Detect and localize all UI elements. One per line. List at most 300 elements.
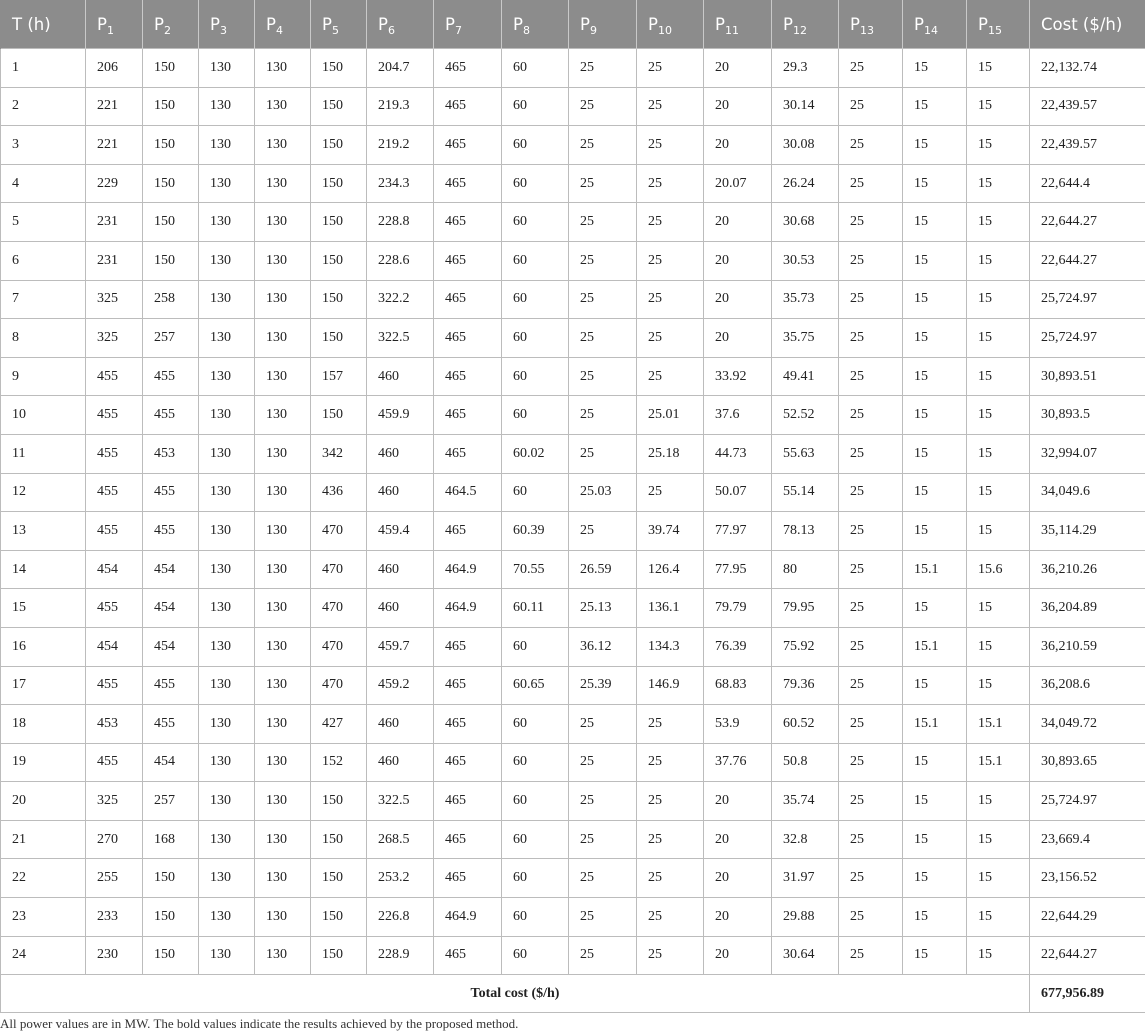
power-cell: 30.68: [772, 203, 839, 242]
power-cell: 25: [839, 898, 903, 937]
power-cell: 25: [839, 936, 903, 975]
power-cell: 130: [199, 550, 255, 589]
power-cell: 204.7: [367, 49, 434, 88]
power-cell: 25: [839, 203, 903, 242]
power-cell: 15: [967, 473, 1030, 512]
power-cell: 55.63: [772, 434, 839, 473]
power-cell: 25: [637, 782, 704, 821]
power-cell: 25: [569, 319, 637, 358]
table-row: [1, 512, 1145, 551]
table-body: [1, 49, 1145, 1013]
header-p12: [772, 0, 839, 49]
cost-cell: 35,114.29: [1030, 512, 1145, 551]
power-cell: 25: [637, 164, 704, 203]
power-cell: 25.13: [569, 589, 637, 628]
power-cell: 150: [311, 936, 367, 975]
power-cell: 465: [434, 126, 502, 165]
cost-cell: 22,132.74: [1030, 49, 1145, 88]
power-cell: 455: [86, 666, 143, 705]
power-cell: 465: [434, 859, 502, 898]
power-cell: 35.75: [772, 319, 839, 358]
power-cell: 75.92: [772, 627, 839, 666]
table-row: [1, 203, 1145, 242]
table-row: [1, 820, 1145, 859]
table-row: [1, 241, 1145, 280]
power-cell: 15: [967, 280, 1030, 319]
power-cell: 60.52: [772, 705, 839, 744]
power-cell: 25: [839, 280, 903, 319]
power-cell: 228.6: [367, 241, 434, 280]
power-cell: 325: [86, 782, 143, 821]
hour-cell: 1: [1, 49, 86, 88]
power-cell: 25: [839, 319, 903, 358]
header-p13: [839, 0, 903, 49]
power-cell: 25.39: [569, 666, 637, 705]
power-cell: 221: [86, 87, 143, 126]
power-cell: 29.88: [772, 898, 839, 937]
header-p-subscript: 5: [331, 23, 339, 37]
power-cell: 459.4: [367, 512, 434, 551]
power-cell: 221: [86, 126, 143, 165]
hour-cell: 12: [1, 473, 86, 512]
power-cell: 25: [569, 126, 637, 165]
power-cell: 130: [199, 936, 255, 975]
power-cell: 136.1: [637, 589, 704, 628]
power-cell: 60: [502, 743, 569, 782]
power-cell: 68.83: [704, 666, 772, 705]
power-cell: 130: [255, 705, 311, 744]
power-cell: 253.2: [367, 859, 434, 898]
power-cell: 150: [311, 203, 367, 242]
power-cell: 25: [839, 820, 903, 859]
power-cell: 20: [704, 87, 772, 126]
table-row: [1, 473, 1145, 512]
header-p-subscript: 13: [859, 23, 874, 37]
power-cell: 130: [199, 898, 255, 937]
power-cell: 465: [434, 280, 502, 319]
power-cell: 60.02: [502, 434, 569, 473]
power-cell: 60.65: [502, 666, 569, 705]
power-cell: 25: [839, 550, 903, 589]
power-cell: 15: [903, 319, 967, 358]
power-cell: 150: [311, 49, 367, 88]
power-cell: 465: [434, 666, 502, 705]
power-cell: 470: [311, 550, 367, 589]
header-p-symbol: P: [715, 14, 725, 34]
table-footnote: All power values are in MW. The bold values indicate the results achieved by the proposed method.: [0, 1016, 519, 1031]
hour-cell: 20: [1, 782, 86, 821]
power-cell: 150: [311, 164, 367, 203]
header-p-symbol: P: [154, 14, 164, 34]
power-cell: 80: [772, 550, 839, 589]
table-row: [1, 164, 1145, 203]
power-cell: 233: [86, 898, 143, 937]
power-cell: 130: [255, 49, 311, 88]
power-cell: 465: [434, 241, 502, 280]
power-cell: 150: [311, 859, 367, 898]
power-cell: 15.1: [903, 550, 967, 589]
header-p1: [86, 0, 143, 49]
power-cell: 25: [569, 782, 637, 821]
power-cell: 465: [434, 434, 502, 473]
power-cell: 25: [839, 743, 903, 782]
power-cell: 15: [903, 241, 967, 280]
power-cell: 60: [502, 705, 569, 744]
power-cell: 226.8: [367, 898, 434, 937]
hour-cell: 3: [1, 126, 86, 165]
header-p-symbol: P: [210, 14, 220, 34]
power-cell: 465: [434, 743, 502, 782]
power-cell: 15.6: [967, 550, 1030, 589]
power-cell: 130: [255, 434, 311, 473]
power-cell: 53.9: [704, 705, 772, 744]
power-cell: 470: [311, 589, 367, 628]
power-cell: 134.3: [637, 627, 704, 666]
total-cost-label: Total cost ($/h): [1, 975, 1030, 1013]
power-cell: 130: [199, 87, 255, 126]
power-cell: 49.41: [772, 357, 839, 396]
power-cell: 130: [255, 859, 311, 898]
power-cell: 60: [502, 280, 569, 319]
header-p-subscript: 1: [106, 23, 114, 37]
power-cell: 15.1: [903, 627, 967, 666]
power-cell: 15: [967, 512, 1030, 551]
header-time: T (h): [1, 0, 86, 49]
power-cell: 455: [143, 396, 199, 435]
hour-cell: 17: [1, 666, 86, 705]
power-cell: 20: [704, 782, 772, 821]
power-cell: 25: [637, 357, 704, 396]
power-cell: 25: [637, 241, 704, 280]
power-cell: 130: [199, 782, 255, 821]
power-cell: 322.5: [367, 319, 434, 358]
header-p14: [903, 0, 967, 49]
power-cell: 228.9: [367, 936, 434, 975]
power-cell: 15.1: [967, 743, 1030, 782]
power-cell: 20: [704, 898, 772, 937]
power-cell: 25: [839, 49, 903, 88]
hour-cell: 14: [1, 550, 86, 589]
power-cell: 25: [839, 512, 903, 551]
hour-cell: 13: [1, 512, 86, 551]
table-row: [1, 550, 1145, 589]
power-cell: 150: [311, 87, 367, 126]
power-cell: 130: [199, 666, 255, 705]
power-cell: 255: [86, 859, 143, 898]
power-cell: 325: [86, 280, 143, 319]
power-cell: 15: [903, 936, 967, 975]
power-cell: 25.01: [637, 396, 704, 435]
table-row: [1, 87, 1145, 126]
header-cost: Cost ($/h): [1030, 0, 1145, 49]
power-cell: 150: [143, 898, 199, 937]
header-p-subscript: 9: [589, 23, 597, 37]
power-cell: 25: [839, 666, 903, 705]
power-cell: 25: [569, 512, 637, 551]
power-cell: 15: [903, 280, 967, 319]
power-cell: 30.64: [772, 936, 839, 975]
header-p-subscript: 7: [454, 23, 462, 37]
power-cell: 459.7: [367, 627, 434, 666]
power-cell: 130: [199, 319, 255, 358]
header-p-subscript: 10: [657, 23, 672, 37]
hour-cell: 24: [1, 936, 86, 975]
header-p-symbol: P: [978, 14, 988, 34]
header-p-symbol: P: [914, 14, 924, 34]
power-cell: 37.76: [704, 743, 772, 782]
power-cell: 454: [86, 550, 143, 589]
power-cell: 77.97: [704, 512, 772, 551]
table-row: [1, 126, 1145, 165]
header-p6: [367, 0, 434, 49]
power-cell: 130: [199, 705, 255, 744]
power-cell: 15.1: [903, 705, 967, 744]
cost-cell: 36,210.26: [1030, 550, 1145, 589]
power-cell: 33.92: [704, 357, 772, 396]
power-cell: 20: [704, 280, 772, 319]
table-row: [1, 49, 1145, 88]
power-cell: 29.3: [772, 49, 839, 88]
power-cell: 25: [569, 164, 637, 203]
power-cell: 130: [199, 820, 255, 859]
power-cell: 55.14: [772, 473, 839, 512]
power-cell: 465: [434, 512, 502, 551]
header-p-subscript: 3: [219, 23, 227, 37]
power-cell: 130: [199, 49, 255, 88]
power-cell: 464.9: [434, 589, 502, 628]
power-cell: 25: [637, 859, 704, 898]
power-cell: 15: [903, 512, 967, 551]
power-cell: 25: [637, 49, 704, 88]
power-cell: 25: [569, 898, 637, 937]
power-cell: 25: [839, 87, 903, 126]
power-cell: 130: [199, 280, 255, 319]
power-cell: 454: [143, 589, 199, 628]
hour-cell: 22: [1, 859, 86, 898]
cost-cell: 34,049.72: [1030, 705, 1145, 744]
cost-cell: 22,644.4: [1030, 164, 1145, 203]
hour-cell: 2: [1, 87, 86, 126]
power-cell: 25: [637, 319, 704, 358]
power-cell: 130: [255, 357, 311, 396]
table-row: [1, 627, 1145, 666]
power-cell: 60.11: [502, 589, 569, 628]
power-cell: 465: [434, 357, 502, 396]
power-cell: 15: [903, 396, 967, 435]
power-cell: 60: [502, 898, 569, 937]
header-p-subscript: 2: [163, 23, 171, 37]
power-cell: 150: [143, 241, 199, 280]
power-cell: 130: [255, 666, 311, 705]
power-cell: 25: [569, 49, 637, 88]
power-cell: 459.9: [367, 396, 434, 435]
power-cell: 455: [143, 705, 199, 744]
power-cell: 150: [143, 936, 199, 975]
power-cell: 465: [434, 203, 502, 242]
power-cell: 130: [199, 434, 255, 473]
power-cell: 230: [86, 936, 143, 975]
power-cell: 60: [502, 936, 569, 975]
cost-cell: 22,644.27: [1030, 203, 1145, 242]
power-cell: 25: [637, 898, 704, 937]
power-cell: 322.2: [367, 280, 434, 319]
power-cell: 465: [434, 936, 502, 975]
power-cell: 15: [967, 87, 1030, 126]
power-cell: 35.74: [772, 782, 839, 821]
power-cell: 15: [967, 241, 1030, 280]
power-cell: 60: [502, 859, 569, 898]
power-cell: 60: [502, 357, 569, 396]
power-cell: 25: [569, 743, 637, 782]
power-cell: 470: [311, 627, 367, 666]
total-cost-value: 677,956.89: [1030, 975, 1145, 1013]
header-p2: [143, 0, 199, 49]
power-cell: 60.39: [502, 512, 569, 551]
power-cell: 130: [255, 627, 311, 666]
hour-cell: 19: [1, 743, 86, 782]
power-cell: 257: [143, 782, 199, 821]
hour-cell: 21: [1, 820, 86, 859]
power-cell: 25: [839, 241, 903, 280]
power-cell: 15: [967, 666, 1030, 705]
cost-cell: 36,204.89: [1030, 589, 1145, 628]
power-cell: 25.18: [637, 434, 704, 473]
hour-cell: 16: [1, 627, 86, 666]
power-cell: 20.07: [704, 164, 772, 203]
header-p-symbol: P: [580, 14, 590, 34]
power-cell: 15: [967, 898, 1030, 937]
header-p9: [569, 0, 637, 49]
power-cell: 460: [367, 705, 434, 744]
header-p-subscript: 6: [387, 23, 395, 37]
power-cell: 20: [704, 49, 772, 88]
power-cell: 150: [311, 782, 367, 821]
power-cell: 25: [839, 126, 903, 165]
power-cell: 150: [311, 319, 367, 358]
power-cell: 455: [86, 743, 143, 782]
cost-cell: 22,644.29: [1030, 898, 1145, 937]
power-cell: 26.24: [772, 164, 839, 203]
power-cell: 25: [569, 936, 637, 975]
table-row: [1, 936, 1145, 975]
power-cell: 25: [569, 859, 637, 898]
power-cell: 25: [569, 820, 637, 859]
header-p-symbol: P: [322, 14, 332, 34]
power-cell: 20: [704, 241, 772, 280]
power-cell: 25: [839, 434, 903, 473]
header-p8: [502, 0, 569, 49]
power-cell: 130: [255, 87, 311, 126]
power-cell: 15: [903, 126, 967, 165]
power-cell: 436: [311, 473, 367, 512]
power-cell: 15: [903, 898, 967, 937]
power-cell: 25: [839, 859, 903, 898]
power-cell: 168: [143, 820, 199, 859]
cost-cell: 22,644.27: [1030, 936, 1145, 975]
power-cell: 37.6: [704, 396, 772, 435]
power-cell: 79.36: [772, 666, 839, 705]
header-p10: [637, 0, 704, 49]
power-cell: 76.39: [704, 627, 772, 666]
cost-cell: 23,669.4: [1030, 820, 1145, 859]
power-cell: 150: [311, 396, 367, 435]
power-cell: 36.12: [569, 627, 637, 666]
power-cell: 270: [86, 820, 143, 859]
power-cell: 15: [903, 859, 967, 898]
power-cell: 25: [839, 782, 903, 821]
power-cell: 39.74: [637, 512, 704, 551]
power-cell: 20: [704, 319, 772, 358]
power-cell: 150: [143, 87, 199, 126]
cost-cell: 22,644.27: [1030, 241, 1145, 280]
power-cell: 460: [367, 434, 434, 473]
power-cell: 15: [903, 357, 967, 396]
cost-cell: 34,049.6: [1030, 473, 1145, 512]
power-cell: 15: [967, 203, 1030, 242]
power-cell: 30.53: [772, 241, 839, 280]
table-row: [1, 319, 1145, 358]
power-cell: 60: [502, 473, 569, 512]
power-cell: 150: [311, 820, 367, 859]
hour-cell: 15: [1, 589, 86, 628]
power-cell: 25: [569, 357, 637, 396]
header-p4: [255, 0, 311, 49]
power-cell: 15: [903, 589, 967, 628]
power-cell: 25: [839, 705, 903, 744]
power-cell: 465: [434, 782, 502, 821]
power-cell: 15: [903, 49, 967, 88]
power-cell: 130: [199, 396, 255, 435]
power-cell: 60: [502, 126, 569, 165]
header-p-subscript: 11: [724, 23, 739, 37]
power-cell: 460: [367, 473, 434, 512]
table-row: [1, 357, 1145, 396]
power-cell: 454: [143, 743, 199, 782]
power-cell: 465: [434, 396, 502, 435]
power-cell: 25: [637, 705, 704, 744]
power-cell: 25: [569, 396, 637, 435]
cost-cell: 30,893.5: [1030, 396, 1145, 435]
power-cell: 150: [143, 49, 199, 88]
power-cell: 20: [704, 126, 772, 165]
power-cell: 455: [86, 512, 143, 551]
power-cell: 130: [255, 473, 311, 512]
power-cell: 231: [86, 203, 143, 242]
power-cell: 130: [255, 936, 311, 975]
header-p-subscript: 14: [923, 23, 938, 37]
power-cell: 146.9: [637, 666, 704, 705]
power-cell: 25: [637, 820, 704, 859]
power-cell: 465: [434, 705, 502, 744]
power-cell: 130: [199, 589, 255, 628]
cost-cell: 22,439.57: [1030, 126, 1145, 165]
header-p-subscript: 8: [522, 23, 530, 37]
table-row: [1, 743, 1145, 782]
power-cell: 150: [143, 126, 199, 165]
power-cell: 15: [903, 666, 967, 705]
power-cell: 460: [367, 743, 434, 782]
power-cell: 465: [434, 164, 502, 203]
header-p-symbol: P: [850, 14, 860, 34]
power-cell: 455: [143, 473, 199, 512]
table-row: [1, 705, 1145, 744]
power-cell: 25: [839, 357, 903, 396]
table-header-row: [1, 0, 1145, 49]
power-cell: 152: [311, 743, 367, 782]
cost-cell: 23,156.52: [1030, 859, 1145, 898]
power-cell: 60: [502, 627, 569, 666]
power-cell: 25.03: [569, 473, 637, 512]
